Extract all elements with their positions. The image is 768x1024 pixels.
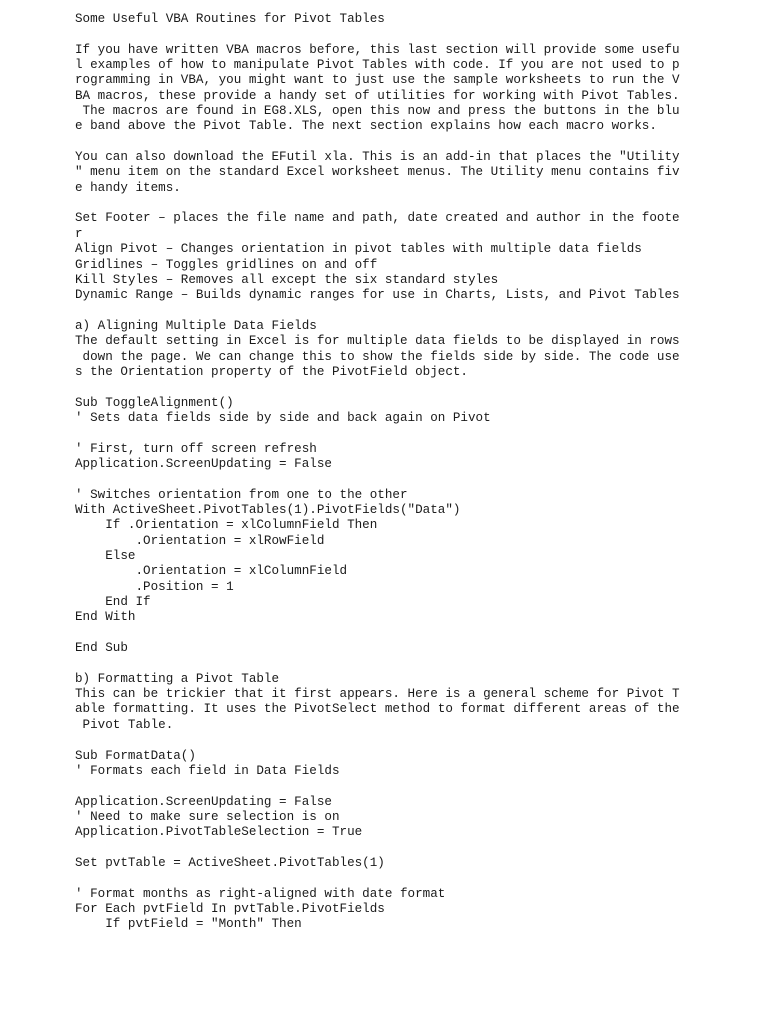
blank-line <box>75 626 715 641</box>
code-line: Sub FormatData() <box>75 748 196 763</box>
code-line: ' Switches orientation from one to the other <box>75 487 408 502</box>
section-b-paragraph-line: able formatting. It uses the PivotSelect method to format different areas of the <box>75 702 680 717</box>
utility-item-line: Set Footer – places the file name and path, date created and author in the foote <box>75 211 680 226</box>
code-line: End If <box>75 595 151 610</box>
blank-line <box>75 135 715 150</box>
utility-item-line: Gridlines – Toggles gridlines on and off <box>75 257 378 272</box>
section-a-paragraph-line: The default setting in Excel is for multiple data fields to be displayed in rows <box>75 334 680 349</box>
intro-paragraph-line: If you have written VBA macros before, this last section will provide some usefu <box>75 42 680 57</box>
document-page <box>75 12 715 933</box>
code-line: Set pvtTable = ActiveSheet.PivotTables(1) <box>75 855 385 870</box>
blank-line <box>75 841 715 856</box>
blank-line <box>75 304 715 319</box>
code-line: Application.PivotTableSelection = True <box>75 825 363 840</box>
blank-line <box>75 426 715 441</box>
document-title: Some Useful VBA Routines for Pivot Tables <box>75 12 385 26</box>
code-line: ' First, turn off screen refresh <box>75 441 317 456</box>
code-line: End With <box>75 610 136 625</box>
code-line: ' Sets data fields side by side and back again on Pivot <box>75 410 491 425</box>
section-a-heading: a) Aligning Multiple Data Fields <box>75 318 317 333</box>
blank-line <box>75 871 715 886</box>
code-line: Sub ToggleAlignment() <box>75 395 234 410</box>
utility-item-line: r <box>75 226 83 241</box>
blank-line <box>75 656 715 671</box>
utility-item-line: Align Pivot – Changes orientation in pivot tables with multiple data fields <box>75 242 642 257</box>
code-line: ' Formats each field in Data Fields <box>75 763 340 778</box>
intro-paragraph-line: l examples of how to manipulate Pivot Tables with code. If you are not used to p <box>75 58 680 73</box>
utility-item-line: Dynamic Range – Builds dynamic ranges for use in Charts, Lists, and Pivot Tables <box>75 288 680 303</box>
section-b-heading: b) Formatting a Pivot Table <box>75 671 280 686</box>
utility-item-line: Kill Styles – Removes all except the six standard styles <box>75 272 499 287</box>
code-line: Application.ScreenUpdating = False <box>75 456 332 471</box>
blank-line <box>75 779 715 794</box>
code-line: Else <box>75 549 136 564</box>
section-a-paragraph-line: s the Orientation property of the PivotField object. <box>75 364 468 379</box>
code-line: With ActiveSheet.PivotTables(1).PivotFields("Data") <box>75 503 461 517</box>
blank-line <box>75 196 715 211</box>
intro-paragraph-line: rogramming in VBA, you might want to just use the sample worksheets to run the V <box>75 73 680 88</box>
code-line: .Orientation = xlRowField <box>75 533 325 548</box>
blank-line <box>75 472 715 487</box>
section-a-paragraph-line: down the page. We can change this to show the fields side by side. The code use <box>75 349 680 364</box>
intro-paragraph-line: e band above the Pivot Table. The next section explains how each macro works. <box>75 119 657 134</box>
download-paragraph-line: e handy items. <box>75 180 181 195</box>
section-b-paragraph-line: This can be trickier that it first appears. Here is a general scheme for Pivot T <box>75 687 680 702</box>
code-line: ' Need to make sure selection is on <box>75 809 340 824</box>
blank-line <box>75 380 715 395</box>
blank-line <box>75 27 715 42</box>
code-line: Application.ScreenUpdating = False <box>75 794 332 809</box>
code-line: If pvtField = "Month" Then <box>75 917 302 932</box>
download-paragraph-line: " menu item on the standard Excel worksheet menus. The Utility menu contains fiv <box>75 165 680 180</box>
code-line: For Each pvtField In pvtTable.PivotFields <box>75 901 385 916</box>
section-b-paragraph-line: Pivot Table. <box>75 717 174 732</box>
code-line: .Orientation = xlColumnField <box>75 564 348 579</box>
code-line: End Sub <box>75 641 128 656</box>
code-line: .Position = 1 <box>75 579 234 594</box>
download-paragraph-line: You can also download the EFutil xla. This is an add-in that places the "Utility <box>75 150 680 165</box>
code-line: If .Orientation = xlColumnField Then <box>75 518 378 533</box>
blank-line <box>75 733 715 748</box>
intro-paragraph-line: BA macros, these provide a handy set of utilities for working with Pivot Tables. <box>75 88 680 103</box>
intro-paragraph-line: The macros are found in EG8.XLS, open this now and press the buttons in the blu <box>75 104 680 119</box>
code-line: ' Format months as right-aligned with date format <box>75 886 446 901</box>
